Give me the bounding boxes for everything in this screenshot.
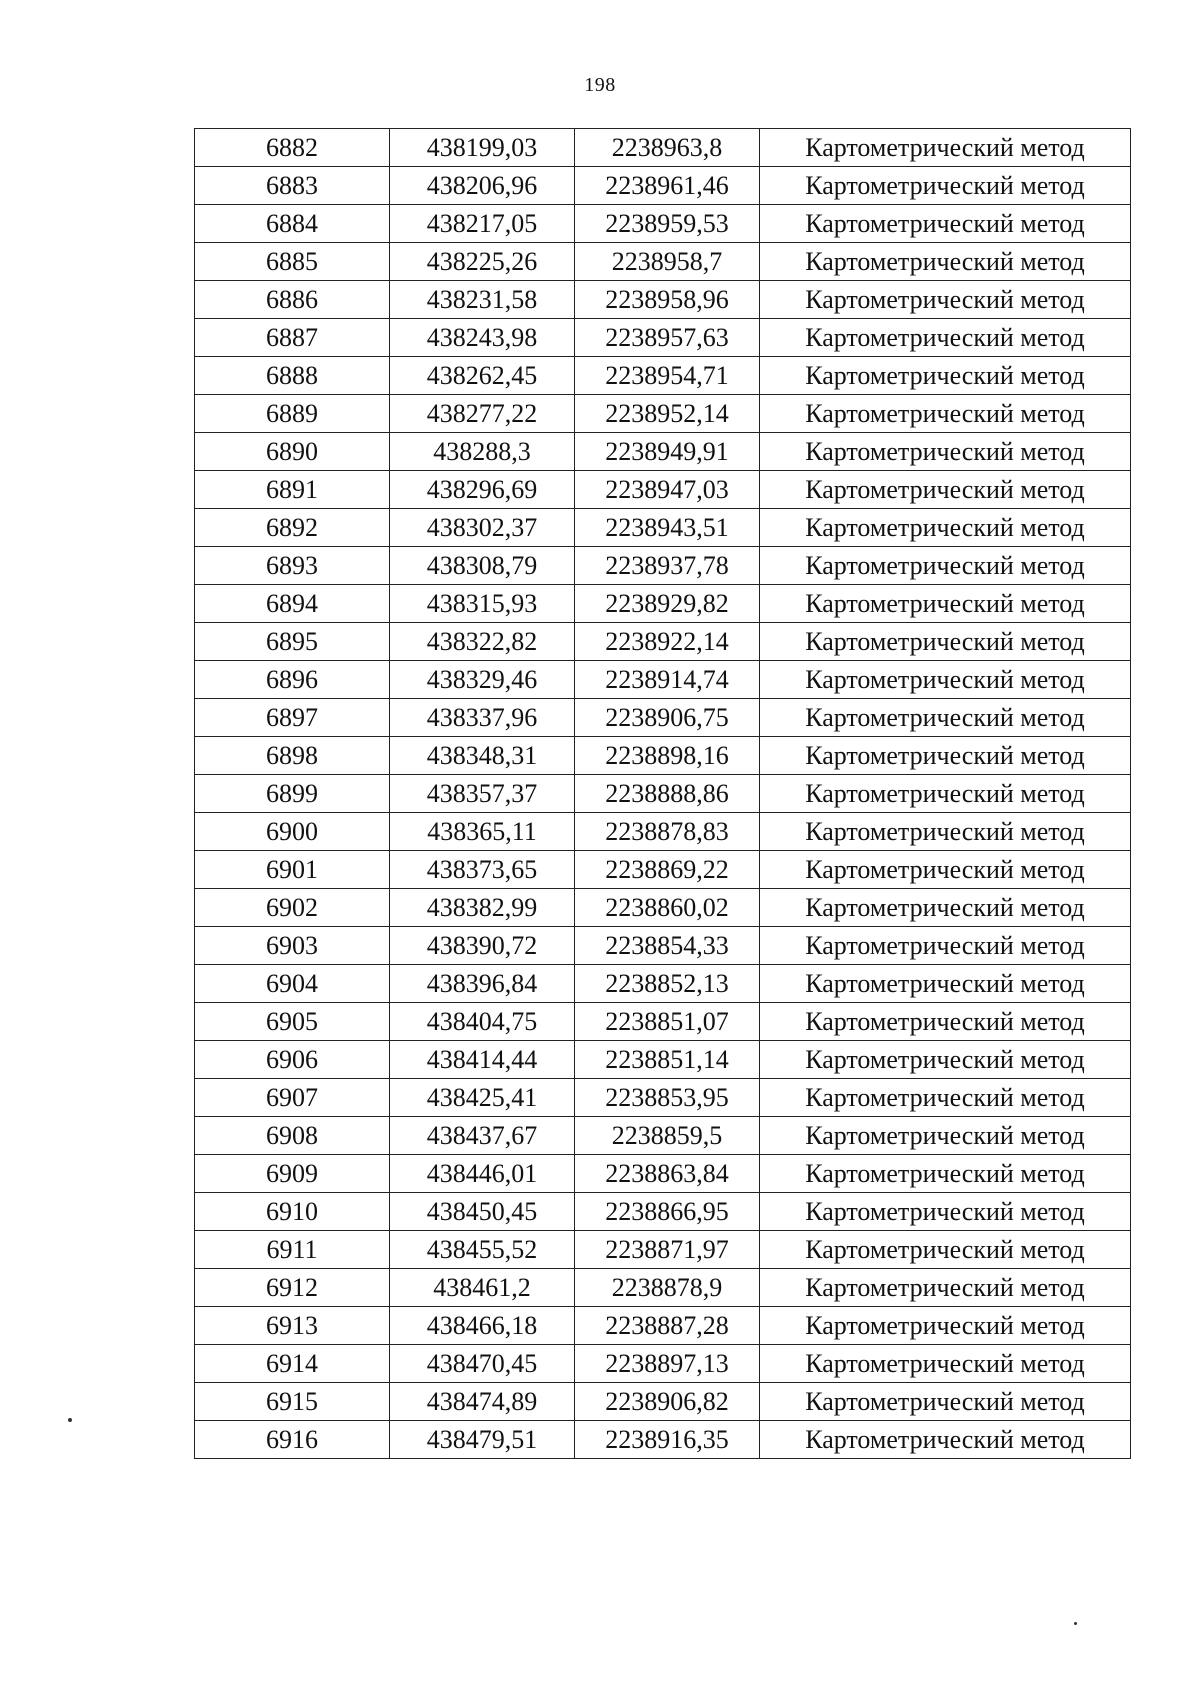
table-row xyxy=(195,927,1131,965)
table-row xyxy=(195,1003,1131,1041)
method-cell: Картометрический метод xyxy=(760,1421,1131,1459)
x-coordinate-cell: 438329,46 xyxy=(390,661,575,699)
point-number-cell: 6903 xyxy=(195,927,390,965)
x-coordinate-cell: 438315,93 xyxy=(390,585,575,623)
point-number-cell: 6884 xyxy=(195,205,390,243)
method-cell: Картометрический метод xyxy=(760,1345,1131,1383)
table-row xyxy=(195,1269,1131,1307)
table-row xyxy=(195,471,1131,509)
table-row xyxy=(195,547,1131,585)
table-row xyxy=(195,813,1131,851)
method-cell: Картометрический метод xyxy=(760,661,1131,699)
point-number-cell: 6914 xyxy=(195,1345,390,1383)
table-row xyxy=(195,1117,1131,1155)
point-number-cell: 6888 xyxy=(195,357,390,395)
point-number-cell: 6912 xyxy=(195,1269,390,1307)
method-cell: Картометрический метод xyxy=(760,813,1131,851)
method-cell: Картометрический метод xyxy=(760,205,1131,243)
point-number-cell: 6886 xyxy=(195,281,390,319)
point-number-cell: 6916 xyxy=(195,1421,390,1459)
method-cell: Картометрический метод xyxy=(760,433,1131,471)
method-cell: Картометрический метод xyxy=(760,1269,1131,1307)
table-row xyxy=(195,1307,1131,1345)
y-coordinate-cell: 2238863,84 xyxy=(575,1155,760,1193)
method-cell: Картометрический метод xyxy=(760,357,1131,395)
y-coordinate-cell: 2238869,22 xyxy=(575,851,760,889)
y-coordinate-cell: 2238954,71 xyxy=(575,357,760,395)
table-row xyxy=(195,775,1131,813)
method-cell: Картометрический метод xyxy=(760,1307,1131,1345)
point-number-cell: 6911 xyxy=(195,1231,390,1269)
x-coordinate-cell: 438288,3 xyxy=(390,433,575,471)
method-cell: Картометрический метод xyxy=(760,851,1131,889)
point-number-cell: 6883 xyxy=(195,167,390,205)
point-number-cell: 6900 xyxy=(195,813,390,851)
method-cell: Картометрический метод xyxy=(760,775,1131,813)
table-row xyxy=(195,509,1131,547)
y-coordinate-cell: 2238906,82 xyxy=(575,1383,760,1421)
table-row xyxy=(195,1231,1131,1269)
x-coordinate-cell: 438296,69 xyxy=(390,471,575,509)
page-number: 198 xyxy=(584,74,616,96)
method-cell: Картометрический метод xyxy=(760,1383,1131,1421)
table-row xyxy=(195,1345,1131,1383)
x-coordinate-cell: 438382,99 xyxy=(390,889,575,927)
table-row xyxy=(195,965,1131,1003)
x-coordinate-cell: 438450,45 xyxy=(390,1193,575,1231)
y-coordinate-cell: 2238866,95 xyxy=(575,1193,760,1231)
method-cell: Картометрический метод xyxy=(760,585,1131,623)
x-coordinate-cell: 438373,65 xyxy=(390,851,575,889)
y-coordinate-cell: 2238878,9 xyxy=(575,1269,760,1307)
method-cell: Картометрический метод xyxy=(760,1041,1131,1079)
point-number-cell: 6895 xyxy=(195,623,390,661)
y-coordinate-cell: 2238958,7 xyxy=(575,243,760,281)
y-coordinate-cell: 2238906,75 xyxy=(575,699,760,737)
table-row xyxy=(195,851,1131,889)
y-coordinate-cell: 2238878,83 xyxy=(575,813,760,851)
method-cell: Картометрический метод xyxy=(760,281,1131,319)
table-row xyxy=(195,1041,1131,1079)
x-coordinate-cell: 438414,44 xyxy=(390,1041,575,1079)
x-coordinate-cell: 438337,96 xyxy=(390,699,575,737)
x-coordinate-cell: 438322,82 xyxy=(390,623,575,661)
y-coordinate-cell: 2238952,14 xyxy=(575,395,760,433)
point-number-cell: 6891 xyxy=(195,471,390,509)
x-coordinate-cell: 438466,18 xyxy=(390,1307,575,1345)
point-number-cell: 6910 xyxy=(195,1193,390,1231)
table-row xyxy=(195,737,1131,775)
point-number-cell: 6882 xyxy=(195,129,390,167)
y-coordinate-cell: 2238888,86 xyxy=(575,775,760,813)
method-cell: Картометрический метод xyxy=(760,1079,1131,1117)
y-coordinate-cell: 2238887,28 xyxy=(575,1307,760,1345)
x-coordinate-cell: 438277,22 xyxy=(390,395,575,433)
point-number-cell: 6902 xyxy=(195,889,390,927)
method-cell: Картометрический метод xyxy=(760,471,1131,509)
point-number-cell: 6890 xyxy=(195,433,390,471)
x-coordinate-cell: 438404,75 xyxy=(390,1003,575,1041)
y-coordinate-cell: 2238922,14 xyxy=(575,623,760,661)
x-coordinate-cell: 438474,89 xyxy=(390,1383,575,1421)
table-row xyxy=(195,433,1131,471)
scan-speck xyxy=(1074,1622,1077,1625)
method-cell: Картометрический метод xyxy=(760,319,1131,357)
point-number-cell: 6915 xyxy=(195,1383,390,1421)
table-row xyxy=(195,243,1131,281)
table-row xyxy=(195,357,1131,395)
y-coordinate-cell: 2238916,35 xyxy=(575,1421,760,1459)
table-row xyxy=(195,1383,1131,1421)
coordinates-table xyxy=(194,128,1131,1459)
method-cell: Картометрический метод xyxy=(760,509,1131,547)
point-number-cell: 6894 xyxy=(195,585,390,623)
coordinates-table-body xyxy=(195,129,1131,1459)
y-coordinate-cell: 2238957,63 xyxy=(575,319,760,357)
point-number-cell: 6896 xyxy=(195,661,390,699)
method-cell: Картометрический метод xyxy=(760,965,1131,1003)
method-cell: Картометрический метод xyxy=(760,167,1131,205)
x-coordinate-cell: 438479,51 xyxy=(390,1421,575,1459)
y-coordinate-cell: 2238851,14 xyxy=(575,1041,760,1079)
y-coordinate-cell: 2238897,13 xyxy=(575,1345,760,1383)
x-coordinate-cell: 438225,26 xyxy=(390,243,575,281)
method-cell: Картометрический метод xyxy=(760,889,1131,927)
method-cell: Картометрический метод xyxy=(760,699,1131,737)
x-coordinate-cell: 438231,58 xyxy=(390,281,575,319)
point-number-cell: 6887 xyxy=(195,319,390,357)
point-number-cell: 6909 xyxy=(195,1155,390,1193)
y-coordinate-cell: 2238860,02 xyxy=(575,889,760,927)
point-number-cell: 6893 xyxy=(195,547,390,585)
method-cell: Картометрический метод xyxy=(760,1155,1131,1193)
y-coordinate-cell: 2238929,82 xyxy=(575,585,760,623)
method-cell: Картометрический метод xyxy=(760,623,1131,661)
x-coordinate-cell: 438243,98 xyxy=(390,319,575,357)
table-row xyxy=(195,699,1131,737)
table-row xyxy=(195,623,1131,661)
x-coordinate-cell: 438446,01 xyxy=(390,1155,575,1193)
table-row xyxy=(195,205,1131,243)
table-row xyxy=(195,585,1131,623)
x-coordinate-cell: 438302,37 xyxy=(390,509,575,547)
point-number-cell: 6908 xyxy=(195,1117,390,1155)
table-row xyxy=(195,1421,1131,1459)
x-coordinate-cell: 438425,41 xyxy=(390,1079,575,1117)
method-cell: Картометрический метод xyxy=(760,1231,1131,1269)
point-number-cell: 6898 xyxy=(195,737,390,775)
method-cell: Картометрический метод xyxy=(760,927,1131,965)
x-coordinate-cell: 438217,05 xyxy=(390,205,575,243)
point-number-cell: 6905 xyxy=(195,1003,390,1041)
x-coordinate-cell: 438308,79 xyxy=(390,547,575,585)
method-cell: Картометрический метод xyxy=(760,129,1131,167)
x-coordinate-cell: 438348,31 xyxy=(390,737,575,775)
point-number-cell: 6906 xyxy=(195,1041,390,1079)
y-coordinate-cell: 2238947,03 xyxy=(575,471,760,509)
y-coordinate-cell: 2238914,74 xyxy=(575,661,760,699)
y-coordinate-cell: 2238959,53 xyxy=(575,205,760,243)
method-cell: Картометрический метод xyxy=(760,395,1131,433)
y-coordinate-cell: 2238851,07 xyxy=(575,1003,760,1041)
y-coordinate-cell: 2238961,46 xyxy=(575,167,760,205)
point-number-cell: 6889 xyxy=(195,395,390,433)
method-cell: Картометрический метод xyxy=(760,547,1131,585)
x-coordinate-cell: 438357,37 xyxy=(390,775,575,813)
method-cell: Картометрический метод xyxy=(760,243,1131,281)
table-row xyxy=(195,129,1131,167)
x-coordinate-cell: 438470,45 xyxy=(390,1345,575,1383)
x-coordinate-cell: 438396,84 xyxy=(390,965,575,1003)
y-coordinate-cell: 2238943,51 xyxy=(575,509,760,547)
y-coordinate-cell: 2238898,16 xyxy=(575,737,760,775)
x-coordinate-cell: 438262,45 xyxy=(390,357,575,395)
x-coordinate-cell: 438455,52 xyxy=(390,1231,575,1269)
point-number-cell: 6913 xyxy=(195,1307,390,1345)
method-cell: Картометрический метод xyxy=(760,737,1131,775)
method-cell: Картометрический метод xyxy=(760,1117,1131,1155)
point-number-cell: 6907 xyxy=(195,1079,390,1117)
point-number-cell: 6901 xyxy=(195,851,390,889)
x-coordinate-cell: 438390,72 xyxy=(390,927,575,965)
y-coordinate-cell: 2238853,95 xyxy=(575,1079,760,1117)
point-number-cell: 6885 xyxy=(195,243,390,281)
method-cell: Картометрический метод xyxy=(760,1003,1131,1041)
point-number-cell: 6904 xyxy=(195,965,390,1003)
point-number-cell: 6892 xyxy=(195,509,390,547)
y-coordinate-cell: 2238963,8 xyxy=(575,129,760,167)
y-coordinate-cell: 2238958,96 xyxy=(575,281,760,319)
x-coordinate-cell: 438461,2 xyxy=(390,1269,575,1307)
table-row xyxy=(195,281,1131,319)
y-coordinate-cell: 2238937,78 xyxy=(575,547,760,585)
x-coordinate-cell: 438199,03 xyxy=(390,129,575,167)
y-coordinate-cell: 2238949,91 xyxy=(575,433,760,471)
point-number-cell: 6897 xyxy=(195,699,390,737)
table-row xyxy=(195,889,1131,927)
table-row xyxy=(195,319,1131,357)
y-coordinate-cell: 2238854,33 xyxy=(575,927,760,965)
x-coordinate-cell: 438365,11 xyxy=(390,813,575,851)
point-number-cell: 6899 xyxy=(195,775,390,813)
y-coordinate-cell: 2238859,5 xyxy=(575,1117,760,1155)
table-row xyxy=(195,395,1131,433)
x-coordinate-cell: 438437,67 xyxy=(390,1117,575,1155)
scan-speck xyxy=(68,1418,72,1422)
y-coordinate-cell: 2238852,13 xyxy=(575,965,760,1003)
method-cell: Картометрический метод xyxy=(760,1193,1131,1231)
table-row xyxy=(195,1193,1131,1231)
table-row xyxy=(195,661,1131,699)
table-row xyxy=(195,167,1131,205)
y-coordinate-cell: 2238871,97 xyxy=(575,1231,760,1269)
table-row xyxy=(195,1155,1131,1193)
table-row xyxy=(195,1079,1131,1117)
x-coordinate-cell: 438206,96 xyxy=(390,167,575,205)
